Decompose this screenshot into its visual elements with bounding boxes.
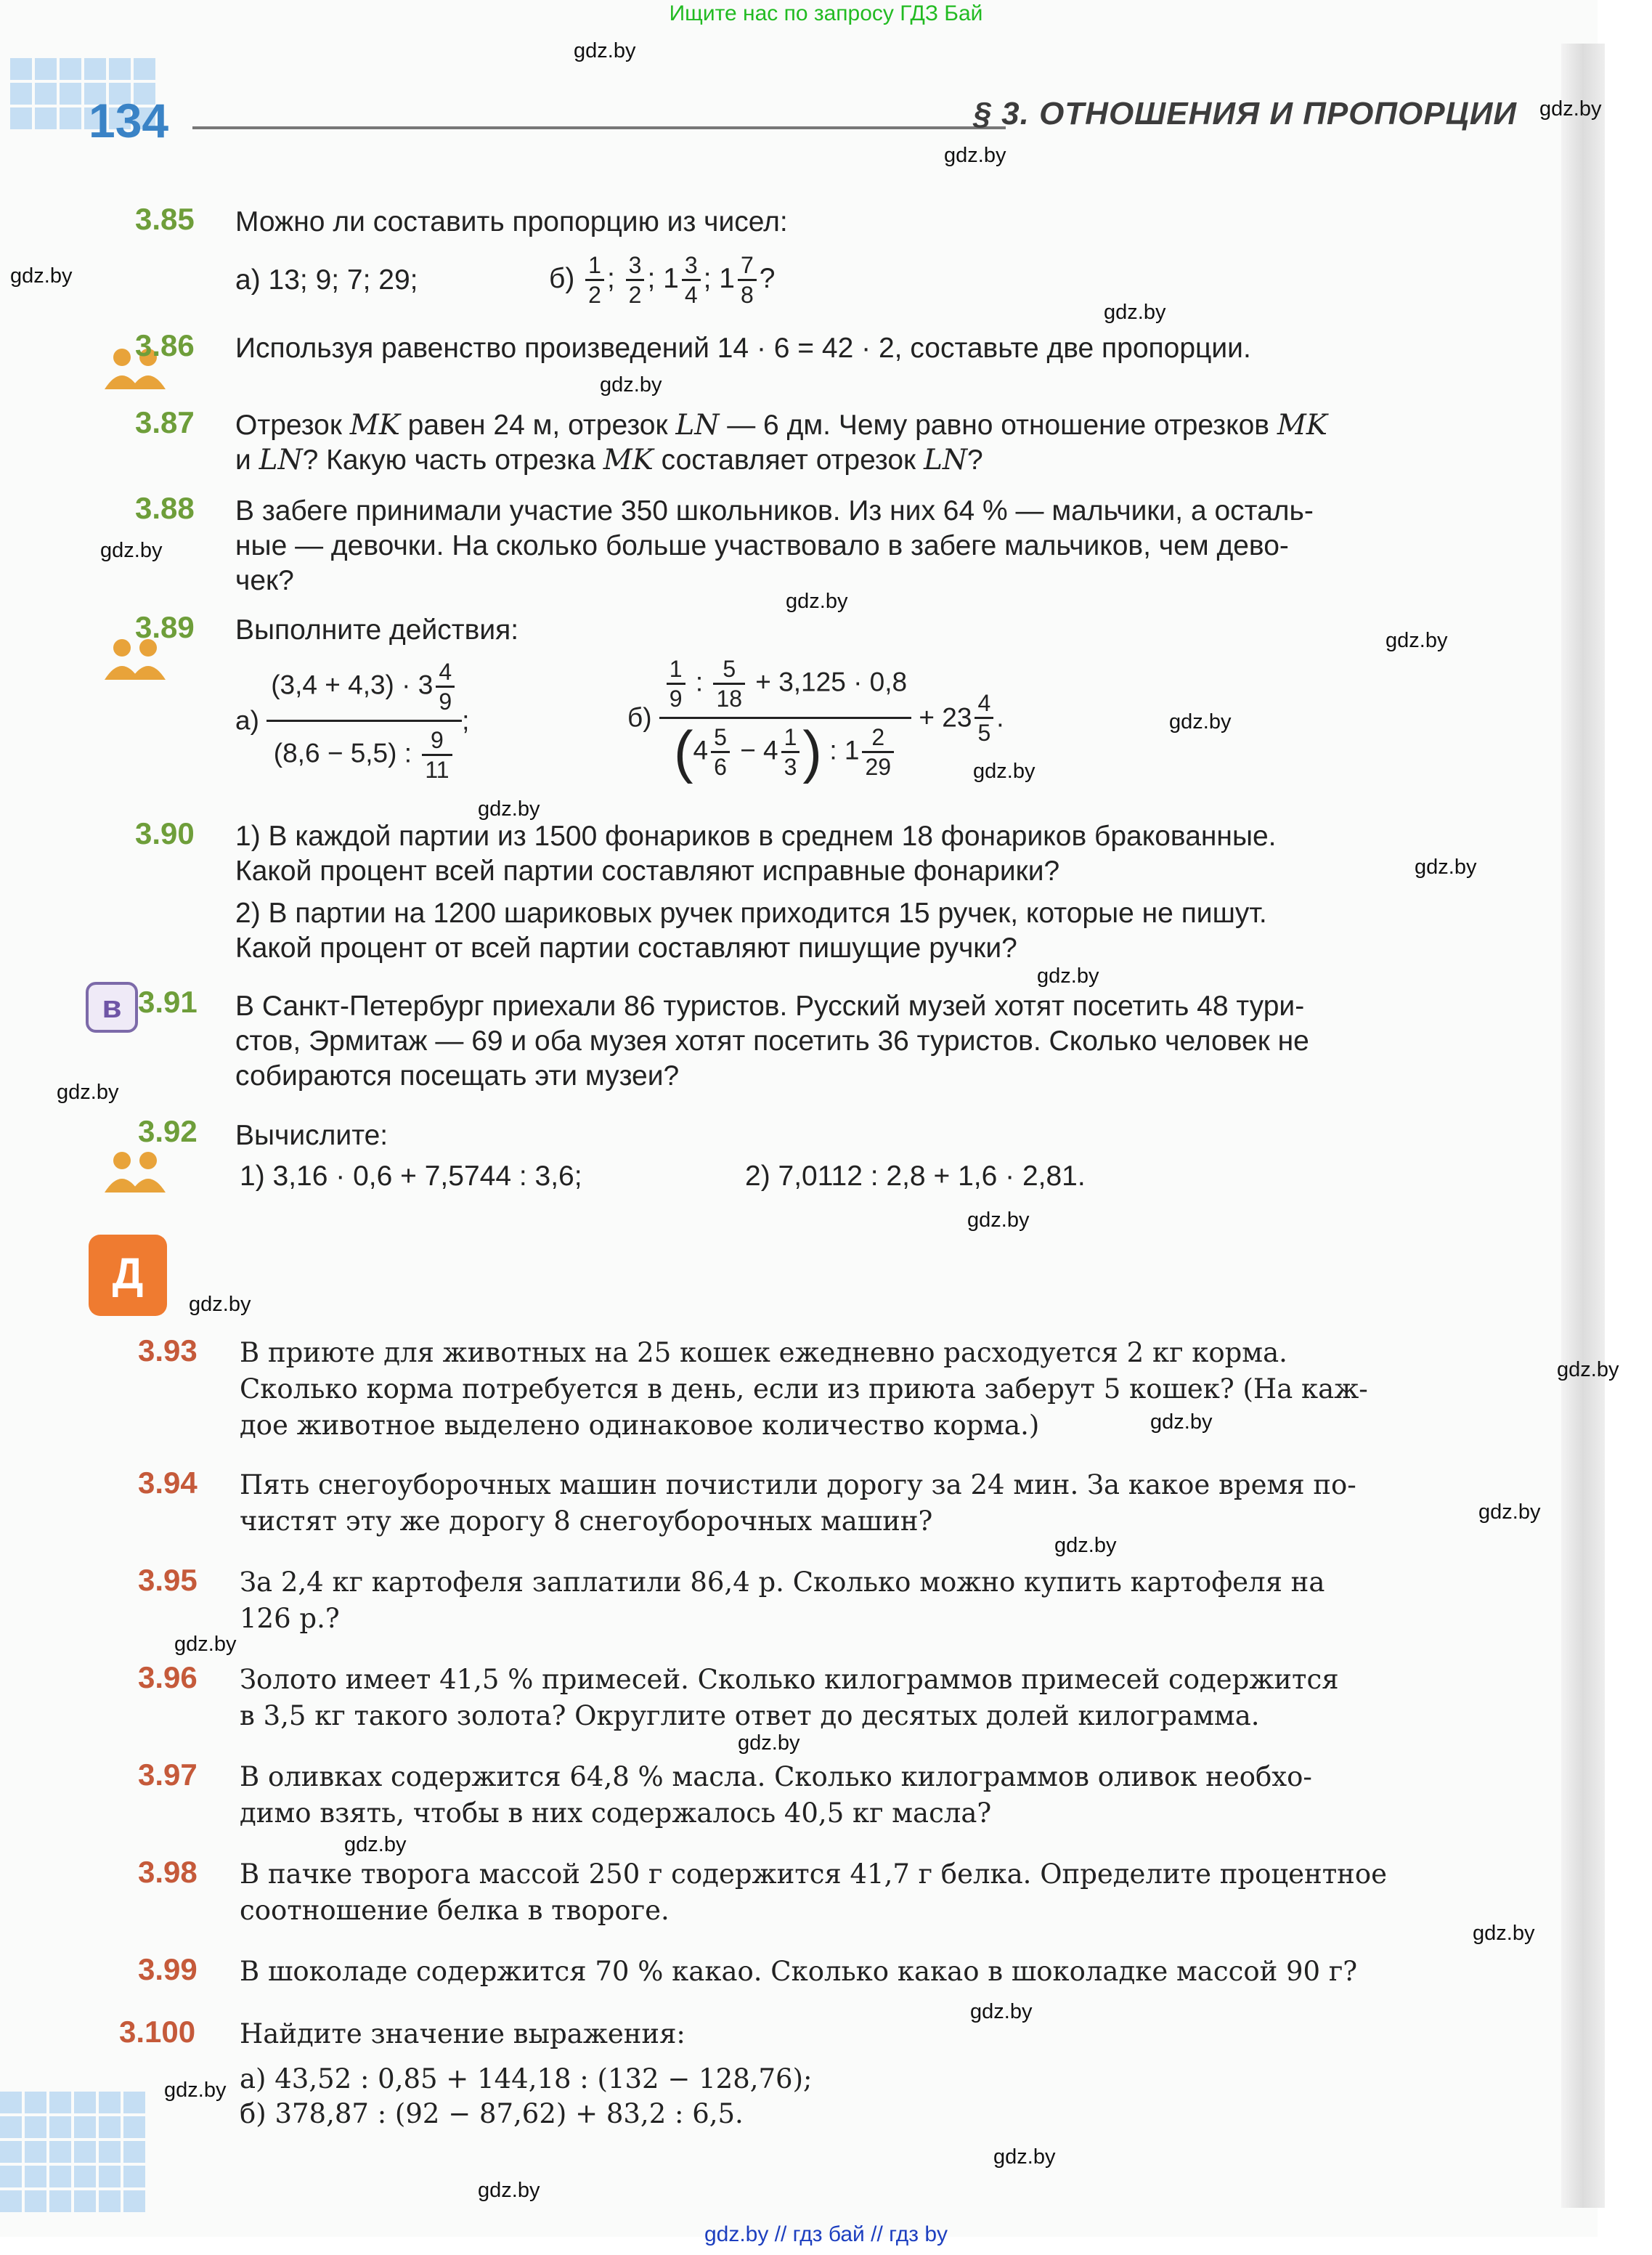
- watermark: gdz.by: [344, 1833, 407, 1856]
- top-banner[interactable]: Ищите нас по запросу ГДЗ Бай: [669, 1, 983, 25]
- page-edge-shadow: [1561, 44, 1605, 2208]
- people-icon: [97, 1150, 173, 1194]
- watermark: gdz.by: [10, 264, 73, 288]
- watermark: gdz.by: [1557, 1358, 1619, 1381]
- watermark: gdz.by: [738, 1731, 800, 1755]
- denominator-text: (8,6 − 5,5) :: [273, 738, 420, 768]
- numerator: 3: [682, 251, 701, 281]
- v-badge-icon: в: [86, 982, 138, 1033]
- numerator: 7: [738, 251, 757, 281]
- header-rule: [192, 126, 1006, 129]
- problem-number: 3.94: [138, 1466, 198, 1500]
- text-part: — 6 дм. Чему равно отношение отрезков: [719, 410, 1277, 441]
- watermark: gdz.by: [600, 373, 662, 397]
- expression-b: б) $\frac{1}{9}$ : $\frac{5}{18}$ + 3,125 · 0,8 (4 $\frac{5}{6}$ − 4 $\frac{1}{3}$ ) : 1 $\frac{2}{29}$ + 23 $\frac{4}{5}$ .: [627, 656, 1004, 784]
- numerator: 3: [626, 251, 645, 281]
- watermark: gdz.by: [1150, 1410, 1213, 1434]
- text-part: составляет отрезок: [653, 444, 924, 476]
- watermark: gdz.by: [478, 2179, 540, 2202]
- option-label: а): [235, 705, 259, 736]
- fraction: [738, 251, 757, 309]
- compound-fraction: (3,4 + 4,3) · 3 $\frac{4}{9}$ (8,6 − 5,5) : $\frac{9}{11}$: [266, 658, 462, 784]
- watermark: gdz.by: [100, 539, 163, 562]
- compound-fraction: $\frac{1}{9}$ : $\frac{5}{18}$ + 3,125 · 0,8 (4 $\frac{5}{6}$ − 4 $\frac{1}{3}$ ) : 1 $\frac{2}{29}$: [659, 655, 911, 781]
- denominator: 8: [740, 282, 754, 308]
- watermark: gdz.by: [973, 760, 1035, 783]
- problem-text: Золото имеет 41,5 % примесей. Сколько килограммов примесей содержится в 3,5 кг такого золота? Округлите ответ до десятых долей килограмма.: [240, 1664, 1339, 1731]
- problem-text: Используя равенство произведений 14 · 6 = 42 · 2, составьте две пропорции.: [235, 333, 1251, 364]
- problem-text: В приюте для животных на 25 кошек ежедневно расходуется 2 кг корма. Сколько корма потребуется в день, если из приюта заберут 5 кошек? (На каж- дое животное выделено одинаковое количество корма.): [240, 1337, 1368, 1441]
- problem-text: Выполните действия:: [235, 614, 519, 646]
- expression: б) 378,87 : (92 − 87,62) + 83,2 : 6,5.: [240, 2098, 744, 2129]
- problem-number: 3.87: [135, 405, 195, 439]
- problem-number: 3.95: [138, 1563, 198, 1597]
- numerator: 1: [585, 251, 604, 281]
- fraction: [626, 251, 645, 309]
- problem-number: 3.93: [138, 1333, 198, 1368]
- denominator: 2: [628, 282, 642, 308]
- whole-part: 1: [663, 262, 679, 294]
- denominator: 4: [684, 282, 698, 308]
- text-part: ?: [967, 444, 983, 476]
- text-part: Отрезок: [235, 410, 350, 441]
- text-line: ные — девочки. На сколько больше участвовало в забеге мальчиков, чем дево-: [235, 530, 1289, 561]
- problem-option-b: б) $\frac{1}{2}$ ; $\frac{3}{2}$ ; 1 $\frac{3}{4}$ ; 1 $\frac{7}{8}$ ?: [549, 252, 776, 308]
- problem-number: 3.100: [119, 2015, 196, 2049]
- watermark: gdz.by: [1539, 97, 1602, 121]
- problem-number: 3.88: [135, 491, 195, 525]
- watermark: gdz.by: [944, 144, 1006, 167]
- segment-name: MK: [349, 409, 400, 442]
- option-label: б): [627, 702, 652, 733]
- text-part: и: [235, 444, 259, 476]
- option-label: б): [549, 262, 575, 294]
- segment-name: LN: [259, 444, 303, 476]
- watermark: gdz.by: [967, 1208, 1030, 1232]
- problem-number: 3.86: [135, 328, 195, 362]
- problem-text: В оливках содержится 64,8 % масла. Сколько килограммов оливок необхо- димо взять, чтобы в них содержалось 40,5 кг масла?: [240, 1761, 1312, 1829]
- problem-text: В пачке творога массой 250 г содержится 41,7 г белка. Определите процентное соотношение белка в твороге.: [240, 1858, 1388, 1926]
- text-part: ? Какую часть отрезка: [302, 444, 603, 476]
- problem-number: 3.99: [138, 1952, 198, 1986]
- problem-text: Найдите значение выражения:: [240, 2018, 685, 2049]
- watermark: gdz.by: [174, 1633, 237, 1656]
- whole-part: 1: [719, 262, 735, 294]
- text-part: равен 24 м, отрезок: [399, 410, 676, 441]
- watermark: gdz.by: [1037, 964, 1099, 988]
- problem-text: Пять снегоуборочных машин почистили дорогу за 24 мин. За какое время по- чистят эту же дорогу 8 снегоуборочных машин?: [240, 1469, 1356, 1537]
- watermark: gdz.by: [786, 590, 848, 613]
- problem-text: В шоколаде содержится 70 % какао. Сколько какао в шоколадке массой 90 г?: [240, 1956, 1358, 1987]
- denominator: 2: [588, 282, 601, 308]
- problem-text: Можно ли составить пропорцию из чисел:: [235, 206, 788, 237]
- segment-name: LN: [923, 444, 967, 476]
- problem-text: За 2,4 кг картофеля заплатили 86,4 р. Сколько можно купить картофеля на 126 р.?: [240, 1567, 1325, 1634]
- corner-grid-decoration-bottom: [0, 2092, 145, 2212]
- text-line: В забеге принимали участие 350 школьников. Из них 64 % — мальчики, а осталь-: [235, 495, 1314, 527]
- numerator-text: (3,4 + 4,3) · 3: [271, 670, 434, 700]
- expression-a: а) (3,4 + 4,3) · 3 $\frac{4}{9}$ (8,6 − 5,5) : $\frac{9}{11}$ ;: [235, 659, 470, 783]
- watermark: gdz.by: [1054, 1534, 1117, 1557]
- expression: 1) 3,16 · 0,6 + 7,5744 : 3,6;: [240, 1161, 582, 1192]
- problem-number: 3.97: [138, 1758, 198, 1792]
- watermark: gdz.by: [1386, 629, 1448, 652]
- problem-number: 3.98: [138, 1855, 198, 1889]
- problem-text: 1) В каждой партии из 1500 фонариков в среднем 18 фонариков бракованные. Какой процент всей партии составляют исправные фонарики?: [235, 821, 1277, 887]
- watermark: gdz.by: [1169, 710, 1232, 734]
- problem-text: [235, 408, 1327, 478]
- watermark: gdz.by: [1478, 1500, 1541, 1524]
- fraction: [585, 251, 604, 309]
- watermark: gdz.by: [478, 797, 540, 821]
- bottom-banner[interactable]: gdz.by // гдз бай // гдз by: [704, 2222, 948, 2246]
- expression: 2) 7,0112 : 2,8 + 1,6 · 2,81.: [745, 1161, 1086, 1192]
- segment-name: LN: [675, 409, 720, 442]
- watermark: gdz.by: [164, 2079, 227, 2102]
- watermark: gdz.by: [1473, 1922, 1535, 1945]
- fraction: [682, 251, 701, 309]
- problem-number: 3.96: [138, 1660, 198, 1694]
- section-title: § 3. ОТНОШЕНИЯ И ПРОПОРЦИИ: [973, 96, 1517, 131]
- problem-number: 3.90: [135, 816, 195, 850]
- segment-name: MK: [603, 444, 654, 476]
- watermark: gdz.by: [1415, 856, 1477, 879]
- problem-number: 3.85: [135, 202, 195, 236]
- problem-text: [235, 494, 1314, 598]
- watermark: gdz.by: [1104, 301, 1166, 324]
- problem-number: 3.89: [135, 610, 195, 644]
- d-puzzle-icon: Д: [89, 1235, 167, 1316]
- watermark: gdz.by: [993, 2145, 1056, 2169]
- problem-number: 3.92: [138, 1114, 198, 1148]
- watermark: gdz.by: [189, 1293, 251, 1316]
- segment-name: MK: [1277, 409, 1327, 442]
- problem-number: 3.91: [138, 985, 198, 1019]
- problem-text: Вычислите:: [235, 1120, 388, 1151]
- problem-text: В Санкт-Петербург приехали 86 туристов. Русский музей хотят посетить 48 тури- стов, Эрмитаж — 69 и оба музея хотят посетить 36 туристов. Сколько человек не собираются посещать эти музеи?: [235, 991, 1309, 1092]
- problem-text: 2) В партии на 1200 шариковых ручек приходится 15 ручек, которые не пишут. Какой процент от всей партии составляют пишущие ручки?: [235, 898, 1267, 964]
- watermark: gdz.by: [574, 39, 636, 62]
- expression: а) 43,52 : 0,85 + 144,18 : (132 − 128,76);: [240, 2063, 813, 2094]
- page-number: 134: [89, 94, 169, 147]
- watermark: gdz.by: [970, 2000, 1033, 2023]
- text-line: чек?: [235, 565, 294, 596]
- watermark: gdz.by: [57, 1081, 119, 1104]
- problem-option-a: а) 13; 9; 7; 29;: [235, 264, 418, 296]
